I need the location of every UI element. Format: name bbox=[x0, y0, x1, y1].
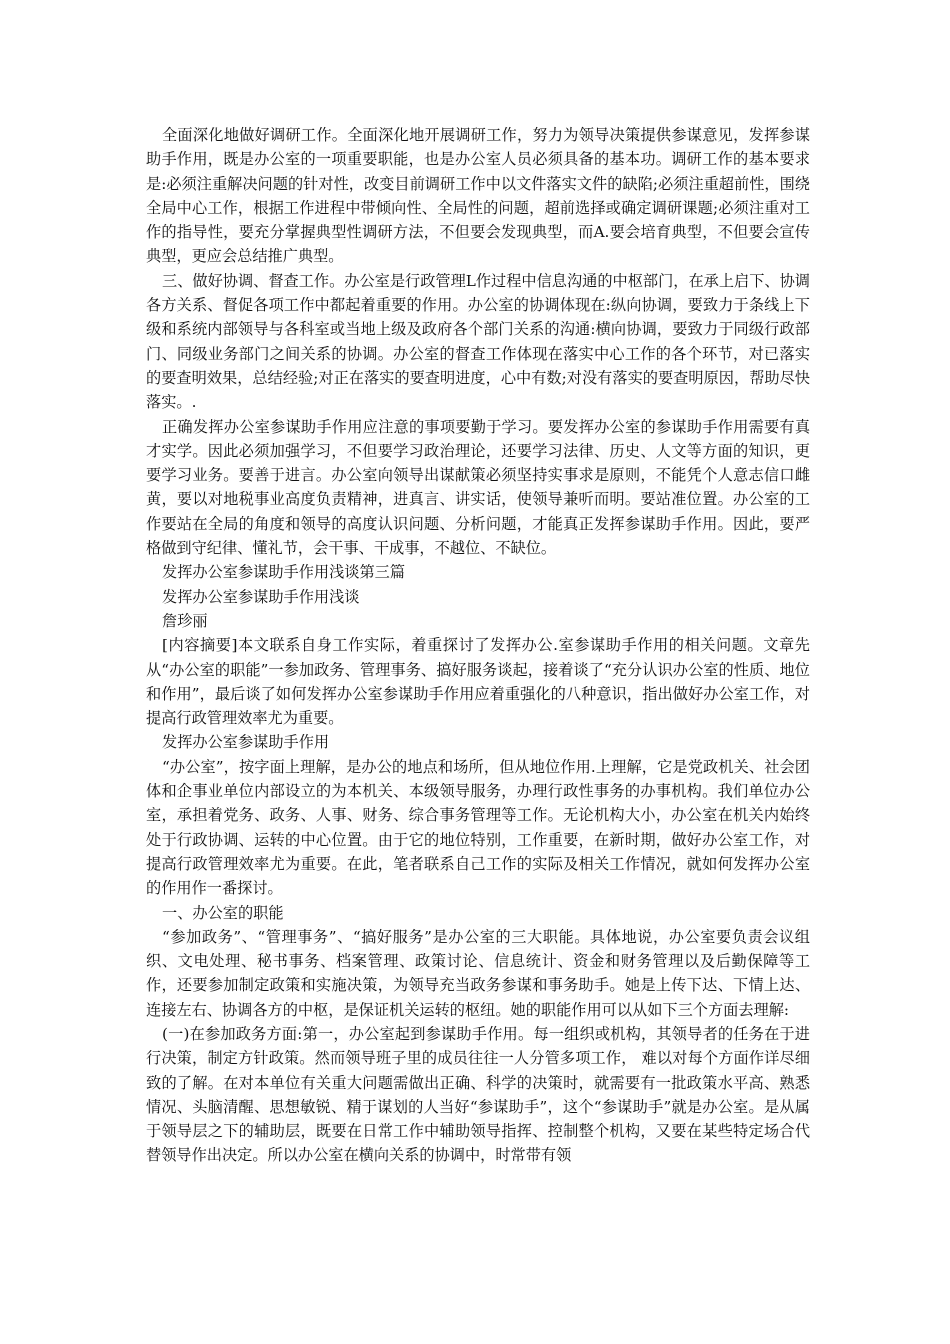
article-title: 发挥办公室参谋助手作用浅谈 bbox=[162, 587, 360, 606]
article-heading-third: 发挥办公室参谋助手作用浅谈第三篇 bbox=[162, 563, 405, 582]
paragraph-abstract: [内容摘要]本文联系自身工作实际，着重探讨了发挥办公.室参谋助手作用的相关问题。文章先从“办公室的职能”一参加政务、管理事务、搞好服务谈起，接着谈了“充分认识办公室的性质、地位和作用”，最后谈了如何发挥办公室参谋助手作用应着重强化的八种意识，指出做好办公室工作，对提高行政管理效率尤为重要。 bbox=[146, 636, 810, 728]
paragraph-office-definition: “办公室”，按字面上理解，是办公的地点和场所，但从地位作用.上理解，它是党政机关、社会团体和企事业单位内部设立的为本机关、本级领导服务，办理行政性事务的办事机构。我们单位办公室，承担着党务、政务、人事、财务、综合事务管理等工作。无论机构大小，办公室在机关内始终处于行政协调、运转的中心位置。由于它的地位特别，工作重要，在新时期，做好办公室工作，对提高行政管理效率尤为重要。在此，笔者联系自己工作的实际及相关工作情况，就如何发挥办公室的作用作一番探讨。 bbox=[146, 757, 810, 898]
section-heading-role: 发挥办公室参谋助手作用 bbox=[162, 733, 330, 752]
paragraph-coordination-supervision: 三、做好协调、督查工作。办公室是行政管理L作过程中信息沟通的中枢部门，在承上启下、协调各方关系、督促各项工作中都起着重要的作用。办公室的协调体现在:纵向协调，要致力于条线上下级和系统内部领导与各科室或当地上级及政府各个部门关系的沟通:横向协调，要致力于同级行政部门、同级业务部门之间关系的协调。办公室的督查工作体现在落实中心工作的各个环节，对已落实的要查明效果，总结经验;对正在落实的要查明进度，心中有数;对没有落实的要查明原因，帮助尽快落实。. bbox=[146, 271, 810, 412]
document-body bbox=[146, 123, 810, 1168]
paragraph-research-work: 全面深化地做好调研工作。全面深化地开展调研工作，努力为领导决策提供参谋意见，发挥参谋助手作用，既是办公室的一项重要职能，也是办公室人员必须具备的基本功。调研工作的基本要求是:必须注重解决问题的针对性，改变目前调研工作中以文件落实文件的缺陷;必须注重超前性，围绕全局中心工作，根据工作进程中带倾向性、全局性的问题，超前选择或确定调研课题;必须注重对工作的指导性，要充分掌握典型性调研方法，不但要会发现典型，而A.要会培育典型，不但要会宣传典型，更应会总结推广典型。 bbox=[146, 126, 810, 266]
paragraph-government-affairs: (一)在参加政务方面:第一，办公室起到参谋助手作用。每一组织或机构，其领导者的任务在于进行决策，制定方针政策。然而领导班子里的成员往往一人分管多项工作， 难以对每个方面作详尽细致的了解。在对本单位有关重大问题需做出正确、科学的决策时，就需要有一批政策水平高、熟悉情况、头脑清醒、思想敏锐、精于谋划的人当好“参谋助手”，这个“参谋助手”就是办公室。是从属于领导层之下的辅助层，既要在日常工作中辅助领导指挥、控制整个机构，又要在某些特定场合代替领导作出决定。所以办公室在横向关系的协调中，时常带有领 bbox=[146, 1024, 810, 1165]
paragraph-three-functions: “参加政务”、“管理事务”、“搞好服务”是办公室的三大职能。具体地说，办公室要负责会议组织、文电处理、秘书事务、档案管理、政策讨论、信息统计、资金和财务管理以及后勤保障等工作，还要参加制定政策和实施决策，为领导充当政务参谋和事务助手。她是上传下达、下情上达、连接左右、协调各方的中枢，是保证机关运转的枢纽。她的职能作用可以从如下三个方面去理解: bbox=[146, 927, 810, 1019]
paragraph-precautions: 正确发挥办公室参谋助手作用应注意的事项要勤于学习。要发挥办公室的参谋助手作用需要有真才实学。因此必须加强学习，不但要学习政治理论，还要学习法律、历史、人文等方面的知识，更要学习业务。要善于进言。办公室向领导出谋献策必须坚持实事求是原则，不能凭个人意志信口雌黄，要以对地税事业高度负责精神，进真言、讲实话，使领导兼听而明。要站准位置。办公室的工作要站在全局的角度和领导的高度认识问题、分析问题，才能真正发挥参谋助手作用。因此，要严格做到守纪律、懂礼节，会干事、干成事，不越位、不缺位。 bbox=[146, 417, 810, 558]
section-heading-functions: 一、办公室的职能 bbox=[162, 903, 284, 922]
article-author: 詹珍丽 bbox=[162, 611, 208, 630]
